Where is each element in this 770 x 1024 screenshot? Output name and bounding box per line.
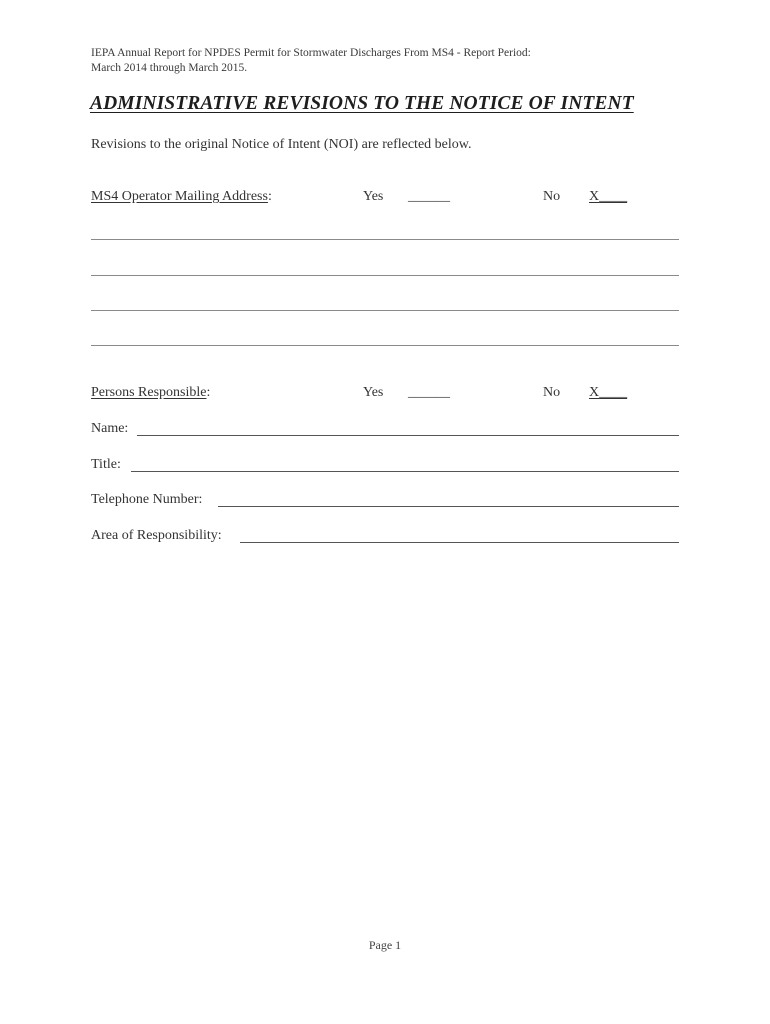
area-of-responsibility-field[interactable] (240, 542, 679, 543)
mailing-address-no-blank: ____ (599, 189, 628, 204)
name-label: Name: (91, 421, 129, 436)
report-header-line-2: March 2014 through March 2015. (91, 62, 248, 74)
page-number: Page 1 (368, 938, 402, 952)
telephone-label: Telephone Number: (91, 492, 203, 507)
mailing-address-label-text: MS4 Operator Mailing Address (91, 189, 268, 204)
mailing-address-yes-label: Yes (363, 189, 384, 204)
persons-responsible-no-mark[interactable] (589, 385, 627, 401)
mailing-address-label (91, 189, 272, 205)
report-header-line-1: IEPA Annual Report for NPDES Permit for Stormwater Discharges From MS4 - Report Period: (91, 47, 531, 59)
mailing-address-no-value: X (589, 189, 600, 204)
persons-responsible-no-value: X (589, 385, 600, 400)
title-label: Title: (91, 457, 121, 472)
persons-responsible-yes-blank[interactable]: ______ (408, 385, 450, 400)
mailing-address-label-colon: : (267, 189, 272, 204)
persons-responsible-no-label: No (543, 385, 561, 400)
persons-responsible-label-text: Persons Responsible (91, 385, 207, 400)
telephone-field[interactable] (218, 506, 679, 507)
mailing-address-yes-blank[interactable]: ______ (408, 189, 450, 204)
area-of-responsibility-label: Area of Responsibility: (91, 528, 222, 543)
intro-text: Revisions to the original Notice of Intent (NOI) are reflected below. (91, 137, 472, 152)
title-field[interactable] (131, 471, 679, 472)
persons-responsible-label (91, 385, 210, 401)
address-line-1[interactable] (91, 239, 679, 240)
persons-responsible-yes-label: Yes (363, 385, 384, 400)
page-title: ADMINISTRATIVE REVISIONS TO THE NOTICE OF INTENT (90, 93, 634, 114)
address-line-4[interactable] (91, 345, 679, 346)
mailing-address-no-mark[interactable] (589, 189, 627, 205)
persons-responsible-label-colon: : (206, 385, 211, 400)
name-field[interactable] (137, 435, 679, 436)
address-line-2[interactable] (91, 275, 679, 276)
mailing-address-no-label: No (543, 189, 561, 204)
address-line-3[interactable] (91, 310, 679, 311)
persons-responsible-no-blank: ____ (599, 385, 628, 400)
